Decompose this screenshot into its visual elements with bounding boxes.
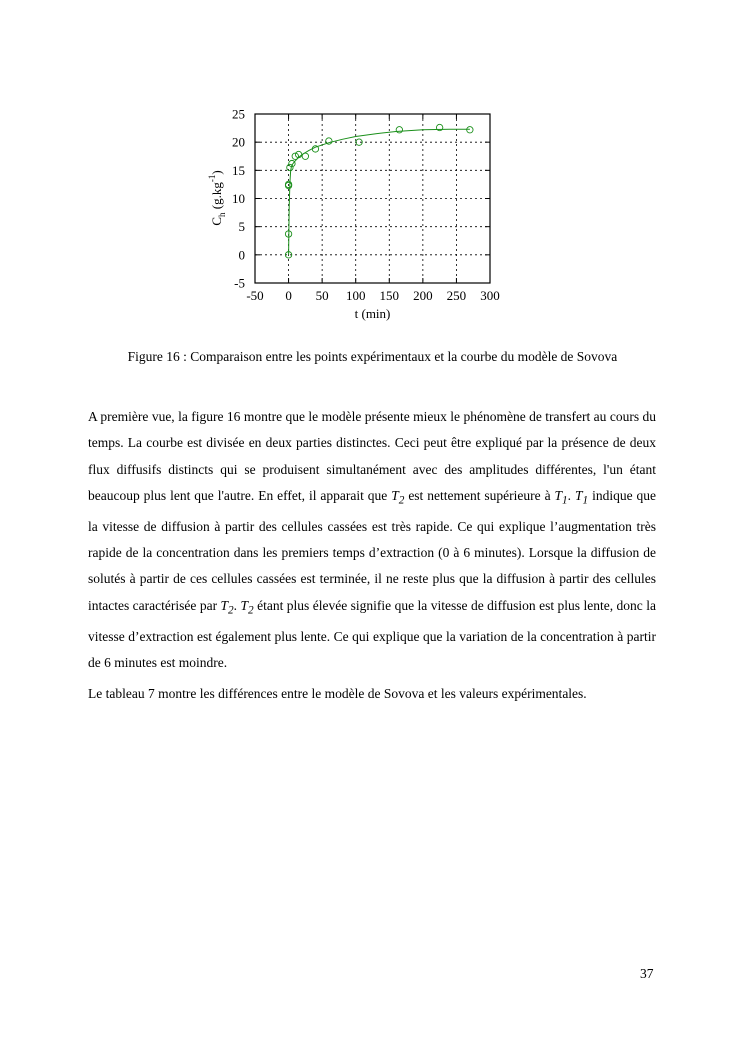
experimental-point	[396, 127, 402, 133]
x-tick-label: -50	[246, 288, 264, 303]
y-axis-label: $C_h$ $(g.kg^{-1})$	[207, 170, 227, 226]
sovova-model-curve	[289, 129, 470, 255]
page-number: 37	[640, 966, 654, 981]
x-tick-label: 150	[379, 288, 400, 303]
x-tick-label: 50	[315, 288, 329, 303]
x-tick-label: 300	[480, 288, 500, 303]
y-tick-label: 10	[232, 191, 245, 206]
x-tick-label: 250	[446, 288, 467, 303]
y-tick-label: 20	[232, 134, 245, 150]
x-axis-label: t (min)	[354, 306, 391, 321]
paragraph-1: A première vue, la figure 16 montre que le modèle présente mieux le phénomène de transfert au cours du temps. La courbe est divisée en deux parties distinctes. Ceci peut être expliqué par la présence de deux flux diffusifs distincts qui se produisent simultanément avec des amplitudes différentes, l'un étant beaucoup plus lent que l'autre. En effet, il apparait que $T_2$ est nettement supérieure à $T_1$. $T_1$ indique que la vitesse de diffusion à partir des cellules cassées est très rapide. Ce qui explique l’augmentation très rapide de la concentration dans les premiers temps d’extraction (0 à 6 minutes). Lorsque la diffusion de solutés à partir de ces cellules cassées est terminée, il ne reste plus que la diffusion à partir des cellules intactes caractérisée par $T_2$. $T_2$ étant plus élevée signifie que la vitesse de diffusion est plus lente, donc la vitesse d’extraction est également plus lente. Ce qui explique que la variation de la concentration à partir de 6 minutes est moindre.	[88, 409, 656, 671]
paragraph-2: Le tableau 7 montre les différences entre le modèle de Sovova et les valeurs expérimentales.	[88, 686, 587, 702]
x-tick-label: 200	[413, 288, 433, 303]
y-tick-label: 5	[238, 219, 245, 235]
y-tick-label: -5	[234, 275, 245, 291]
y-tick-label: 0	[238, 247, 245, 263]
x-tick-label: 0	[285, 288, 292, 303]
experimental-point	[467, 127, 473, 133]
body-text	[88, 404, 656, 708]
figure-16-chart	[0, 0, 745, 330]
figure-caption: Figure 16 : Comparaison entre les points expérimentaux et la courbe du modèle de Sovova	[127, 349, 618, 364]
x-tick-label: 100	[345, 288, 366, 303]
y-tick-label: 15	[232, 162, 245, 178]
y-tick-label: 25	[232, 106, 245, 122]
